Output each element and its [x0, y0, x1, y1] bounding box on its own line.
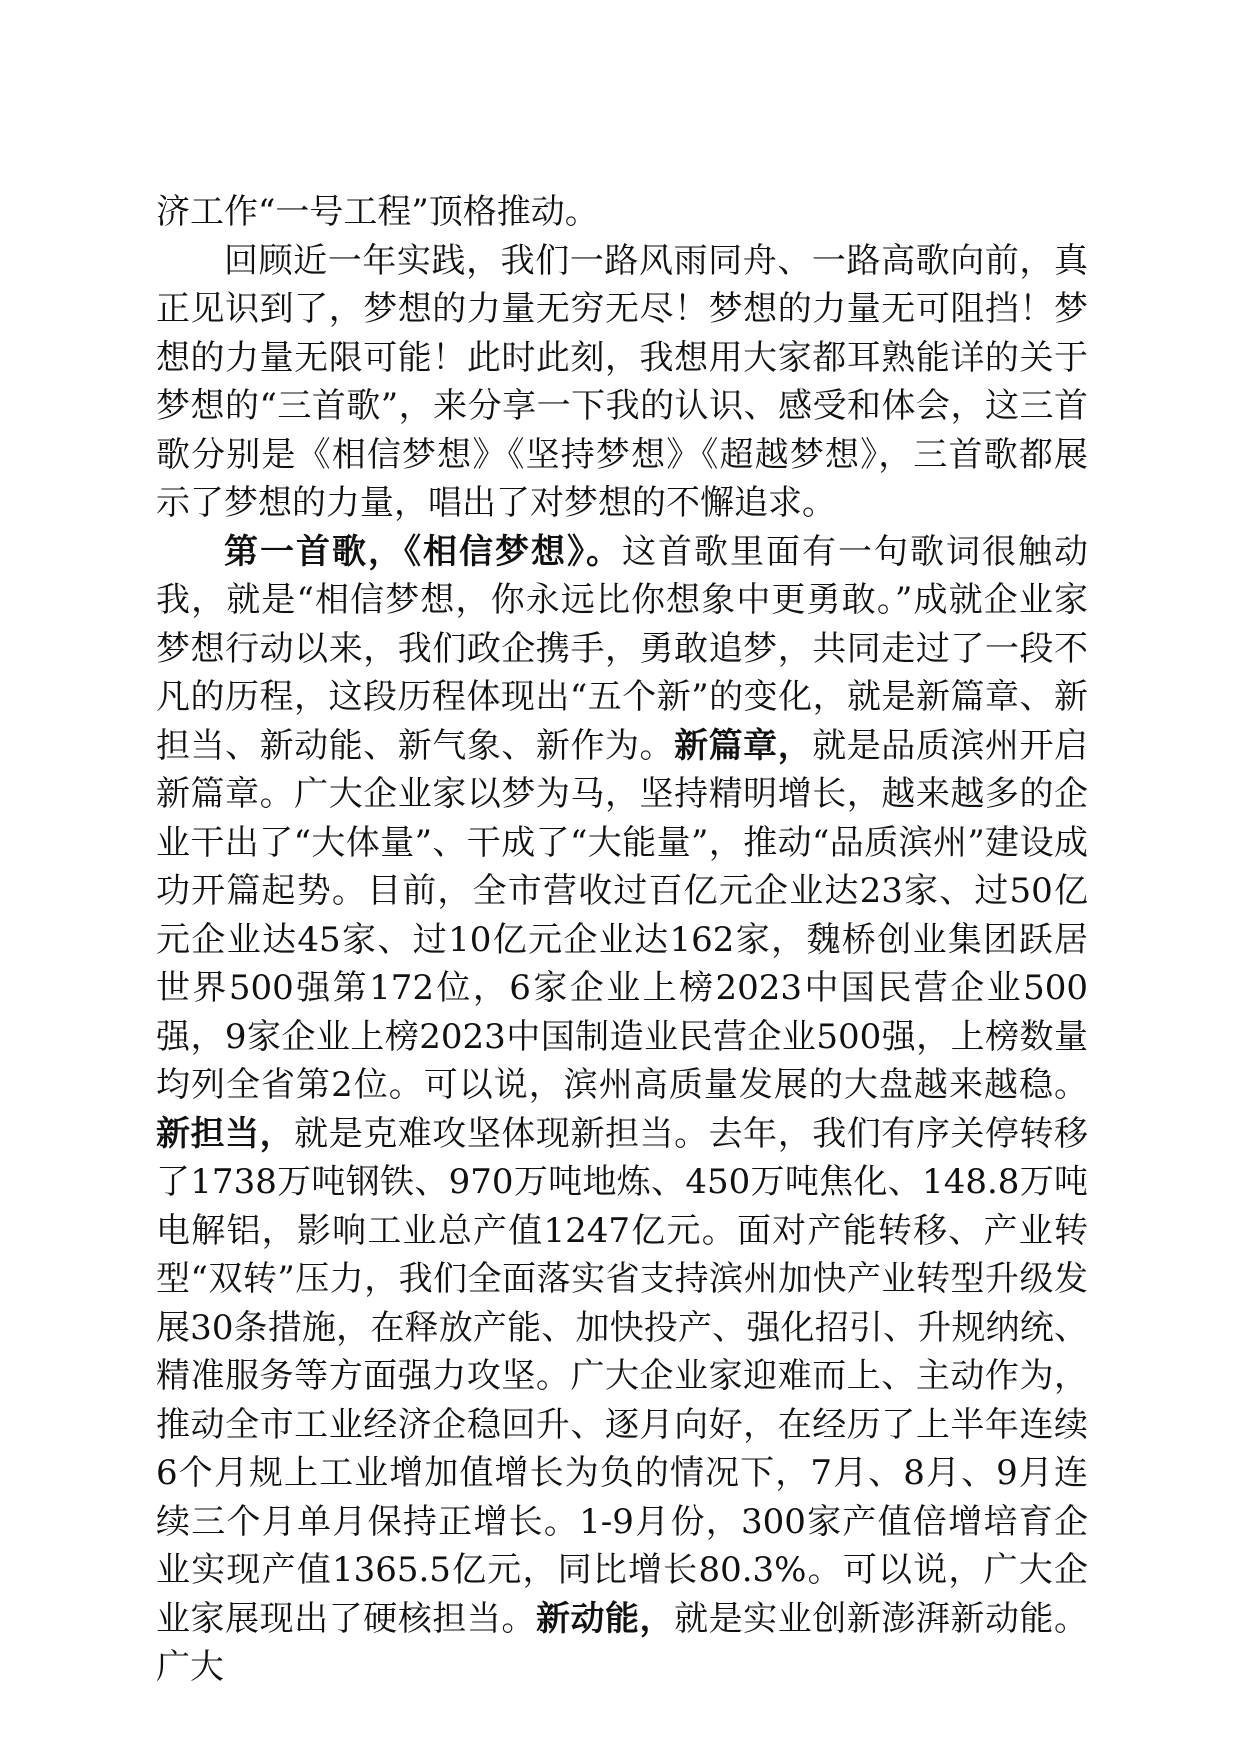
paragraph-3-text-3: 就是克难攻坚体现新担当。去年，我们有序关停转移了1738万吨钢铁、970万吨地炼、450万吨焦化、148.8万吨电解铝，影响工业总产值1247亿元。面对产能转移、产业转型“双转”压力，我们全面落实省支持滨州加快产业转型升级发展30条措施，在释放产能、加快投产、强化招引、升规纳统、精准服务等方面强力攻坚。广大企业家迎难而上、主动作为，推动全市工业经济企稳回升、逐月向好，在经历了上半年连续6个月规上工业增加值增长为负的情况下，7月、8月、9月连续三个月单月保持正增长。1-9月份，300家产值倍增培育企业实现产值1365.5亿元，同比增长80.3%。可以说，广大企业家展现出了硬核担当。	[156, 1113, 1089, 1639]
paragraph-2-text: 回顾近一年实践，我们一路风雨同舟、一路高歌向前，真正见识到了，梦想的力量无穷无尽！梦想的力量无可阻挡！梦想的力量无限可能！此时此刻，我想用大家都耳熟能详的关于梦想的“三首歌”，来分享一下我的认识、感受和体会，这三首歌分别是《相信梦想》《坚持梦想》《超越梦想》，三首歌都展示了梦想的力量，唱出了对梦想的不懈追求。	[156, 240, 1088, 523]
paragraph-1	[156, 188, 1088, 237]
keyword-new-responsibility: 新担当，	[156, 1113, 295, 1154]
keyword-new-chapter: 新篇章，	[674, 725, 813, 766]
keyword-new-momentum: 新动能，	[535, 1598, 675, 1639]
paragraph-3-text-4: 就是实业创新澎湃新动能。广大	[156, 1598, 1089, 1687]
paragraph-2	[156, 237, 1088, 528]
paragraph-3	[156, 528, 1088, 1692]
document-page	[156, 188, 1088, 1692]
paragraph-1-text: 济工作“一号工程”顶格推动。	[156, 192, 599, 232]
paragraph-3-text-1: 这首歌里面有一句歌词很触动我，就是“相信梦想，你永远比你想象中更勇敢。”成就企业家梦想行动以来，我们政企携手，勇敢追梦，共同走过了一段不凡的历程，这段历程体现出“五个新”的变化，就是新篇章、新担当、新动能、新气象、新作为。	[156, 531, 1088, 766]
paragraph-3-text-2: 就是品质滨州开启新篇章。广大企业家以梦为马，坚持精明增长，越来越多的企业干出了“大体量”、干成了“大能量”，推动“品质滨州”建设成功开篇起势。目前，全市营收过百亿元企业达23家、过50亿元企业达45家、过10亿元企业达162家，魏桥创业集团跃居世界500强第172位，6家企业上榜2023中国民营企业500强，9家企业上榜2023中国制造业民营企业500强，上榜数量均列全省第2位。可以说，滨州高质量发展的大盘越来越稳。	[156, 725, 1089, 1105]
section-heading-first-song: 第一首歌，《相信梦想》。	[224, 531, 622, 572]
